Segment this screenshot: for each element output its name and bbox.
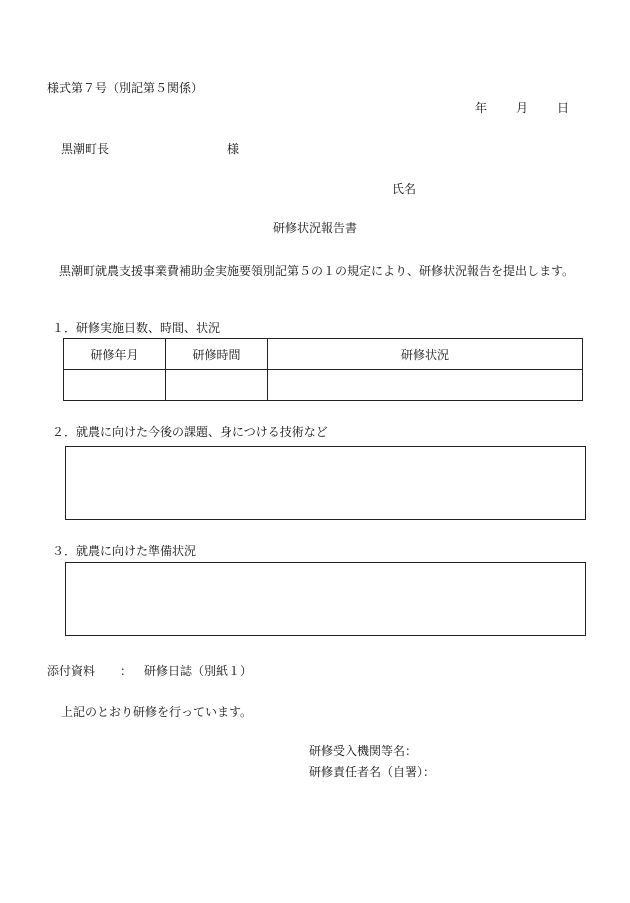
addressee-name: 黒潮町長 xyxy=(61,142,110,156)
table-header: 研修時間 xyxy=(166,339,268,370)
attachment-value: 研修日誌（別紙１） xyxy=(144,664,253,678)
section-3-heading: ３．就農に向けた準備状況 xyxy=(52,544,197,558)
date-year: 年 xyxy=(475,101,488,115)
table-cell-training-hours[interactable] xyxy=(166,370,268,401)
table-cell-training-status[interactable] xyxy=(268,370,583,401)
preparation-status-box[interactable] xyxy=(65,562,586,636)
attachment-label: 添付資料 xyxy=(47,664,96,678)
intro-paragraph: 黒潮町就農支援事業費補助金実施要領別記第５の１の規定により、研修状況報告を提出します。 xyxy=(59,264,575,278)
host-organization-label: 研修受入機関等名： xyxy=(309,744,418,758)
form-number: 様式第７号（別記第５関係） xyxy=(47,81,204,95)
training-supervisor-label: 研修責任者名（自署）： xyxy=(309,765,436,779)
section-2-heading: ２．就農に向けた今後の課題、身につける技術など xyxy=(52,425,328,439)
confirmation-statement: 上記のとおり研修を行っています。 xyxy=(61,705,253,719)
table-header: 研修状況 xyxy=(268,339,583,370)
section-1-heading: １．研修実施日数、時間、状況 xyxy=(52,321,221,335)
training-status-table xyxy=(63,338,583,401)
page-title: 研修状況報告書 xyxy=(272,221,357,235)
date-day: 日 xyxy=(557,101,570,115)
addressee-honorific: 様 xyxy=(227,142,240,156)
future-issues-box[interactable] xyxy=(65,446,586,520)
table-row xyxy=(64,370,583,401)
applicant-name-label: 氏名 xyxy=(392,182,417,196)
table-cell-training-month[interactable] xyxy=(64,370,166,401)
table-header: 研修年月 xyxy=(64,339,166,370)
table-header-row xyxy=(64,339,583,370)
attachment-separator: ： xyxy=(120,664,133,678)
date-month: 月 xyxy=(516,101,529,115)
